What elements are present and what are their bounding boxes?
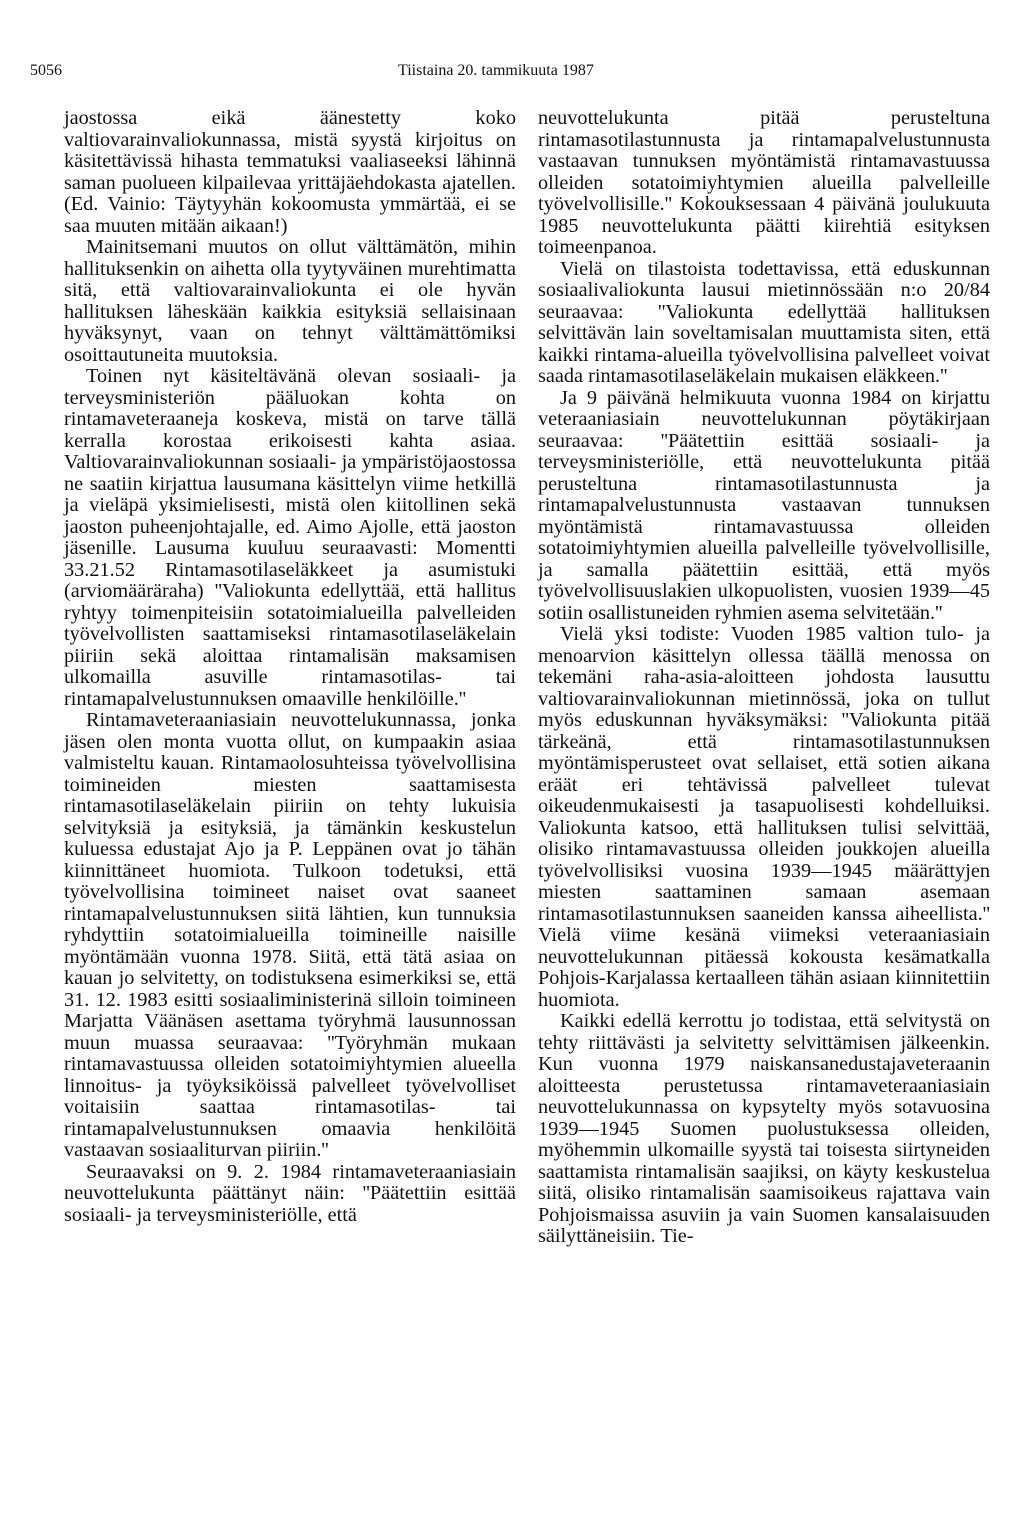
paragraph: neuvottelukunta pitää perusteltuna rintamasotilastunnusta ja rintamapalvelustunnusta vastaavan tunnuksen myöntämistä rintamavastuussa olleiden sotatoimiyhtymien alueilla palvelleille työvelvollisille.'' Kokouksessaan 4 päivänä joulukuuta 1985 neuvottelukunta päätti kiirehtiä esityksen toimeenpanoa. xyxy=(538,107,990,258)
left-column xyxy=(64,108,516,1226)
paragraph: Ja 9 päivänä helmikuuta vuonna 1984 on kirjattu veteraaniasiain neuvottelukunnan pöytäkirjaan seuraavaa: ''Päätettiin esittää sosiaali- ja terveysministeriölle, että neuvottelukunta pitää perusteltuna rintamasotilastunnusta ja rintamapalvelustunnusta vastaavan tunnuksen myöntämistä rintamavastuussa olleiden sotatoimiyhtymien alueilla palvelleille työvelvollisille, ja samalla päätettiin esittää, että myös työvelvollisuuslakien ulkopuolisten, vuosien 1939—45 sotiin osallistuneiden ryhmien asema selvitetään.'' xyxy=(538,386,990,624)
paragraph: Mainitsemani muutos on ollut välttämätön, mihin hallituksenkin on aihetta olla tyytyväinen murehtimatta sitä, että valtiovarainvaliokunta ei ole hyvän hallituksen läheskään kaikkia esityksiä sellaisinaan hyväksynyt, vaan on tehnyt välttämättömiksi osoittautuneita muutoksia. xyxy=(64,236,516,366)
right-column xyxy=(538,108,990,1248)
page-header xyxy=(30,62,990,88)
session-date: Tiistaina 20. tammikuuta 1987 xyxy=(398,62,594,79)
paragraph: Vielä yksi todiste: Vuoden 1985 valtion tulo- ja menoarvion käsittelyn ollessa täällä menossa on tekemäni raha-asia-aloitteen johdosta lausuttu valtiovarainvaliokunnan mietinnössä, joka on tullut myös eduskunnan hyväksymäksi: ''Valiokunta pitää tärkeänä, että rintamasotilastunnuksen myöntämisperusteet ovat sellaiset, että sotien aikana eräät eri tehtävissä palvelleet tulevat oikeudenmukaisesti ja tasapuolisesti kohdelluiksi. Valiokunta katsoo, että hallituksen tulisi selvittää, olisiko rintamavastuussa olleiden joukkojen alueilla työvelvollisiksi vuosina 1939—1945 määrättyjen miesten saattaminen samaan asemaan rintamasotilastunnuksen saaneiden kanssa aiheellista.'' Vielä viime kesänä viimeksi veteraaniasiain neuvottelukunnan pitäessä kokousta kesämatkalla Pohjois-Karjalassa kertaalleen tähän asiaan kiinnitettiin huomiota. xyxy=(538,623,990,1011)
paragraph: Rintamaveteraaniasiain neuvottelukunnassa, jonka jäsen olen monta vuotta ollut, on kumpaakin asiaa valmisteltu kauan. Rintamaolosuhteissa työvelvollisina toimineiden miesten saattamisesta rintamasotilaseläkelain piiriin on tehty lukuisia selvityksiä ja esityksiä, ja tämänkin keskustelun kuluessa edustajat Ajo ja P. Leppänen ovat jo tähän kiinnittäneet huomiota. Tulkoon todetuksi, että työvelvollisina toimineet naiset ovat saaneet rintamapalvelustunnuksen siitä lähtien, kun tunnuksia ryhdyttiin sotatoimialueilla toimineille naisille myöntämään vuonna 1978. Siitä, että tätä asiaa on kauan jo selvitetty, on todistuksena esimerkiksi se, että 31. 12. 1983 esitti sosiaaliministerinä silloin toimineen Marjatta Väänäsen asettama työryhmä lausunnossan muun muassa seuraavaa: ''Työryhmän mukaan rintamavastuussa olleiden sotatoimiyhtymien alueella linnoitus- ja työyksiköissä palvelleet työvelvolliset voitaisiin saattaa rintamasotilas- tai rintamapalvelustunnuksen omaavia henkilöitä vastaavan sosiaaliturvan piiriin.'' xyxy=(64,709,516,1161)
paragraph: Vielä on tilastoista todettavissa, että eduskunnan sosiaalivaliokunta lausui mietinnössään n:o 20/84 seuraavaa: ''Valiokunta edellyttää hallituksen selvittävän lain soveltamisalan muuttamista siten, että kaikki rintama-alueilla työvelvollisina palvelleet voivat saada rintamasotilaseläkelain mukaisen eläkkeen.'' xyxy=(538,257,990,387)
paragraph: jaostossa eikä äänestetty koko valtiovarainvaliokunnassa, mistä syystä kirjoitus on käsitettävissä hihasta temmatuksi vaaliaseeksi lähinnä saman puolueen kilpailevaa yrittäjäehdokasta ajatellen. (Ed. Vainio: Täytyyhän kokoomusta ymmärtää, ei se saa muuten mitään aikaan!) xyxy=(64,107,516,237)
paragraph: Toinen nyt käsiteltävänä olevan sosiaali- ja terveysministeriön pääluokan kohta on rintamaveteraaneja koskeva, mistä on tarve tällä kerralla korostaa erikoisesti kahta asiaa. Valtiovarainvaliokunnan sosiaali- ja ympäristöjaostossa ne saatiin kirjattua lausumana käsittelyn viime hetkillä ja vieläpä yksimielisesti, mistä olen kiitollinen sekä jaoston puheenjohtajalle, ed. Aimo Ajolle, että jaoston jäsenille. Lausuma kuuluu seuraavasti: Momentti 33.21.52 Rintamasotilaseläkkeet ja asumistuki (arviomääräraha) ''Valiokunta edellyttää, että hallitus ryhtyy toimenpiteisiin sotatoimialueilla palvelleiden työvelvollisten saattamiseksi rintamasotilaseläkelain piiriin sekä aloittaa rintamalisän maksamisen ulkomailla asuville rintamasotilas- tai rintamapalvelustunnuksen omaaville henkilöille.'' xyxy=(64,365,516,710)
paragraph: Kaikki edellä kerrottu jo todistaa, että selvitystä on tehty riittävästi ja selvitetty selvittämisen jälkeenkin. Kun vuonna 1979 naiskansanedustajaveteraanin aloitteesta perustetussa rintamaveteraaniasiain neuvottelukunnassa on kypsytelty myös sotavuosina 1939—1945 Suomen puolustuksessa olleiden, myöhemmin ulkomaille syystä tai toisesta siirtyneiden saattamista rintamalisän saajiksi, on käyty keskustelua siitä, olisiko rintamalisän saamisoikeus rajattava vain Pohjoismaissa asuviin ja vain Suomen kansalaisuuden säilyttäneisiin. Tie- xyxy=(538,1010,990,1247)
paragraph: Seuraavaksi on 9. 2. 1984 rintamaveteraaniasiain neuvottelukunta päättänyt näin: ''Päätettiin esittää sosiaali- ja terveysministeriölle, että xyxy=(64,1160,516,1226)
page-number: 5056 xyxy=(30,62,62,79)
